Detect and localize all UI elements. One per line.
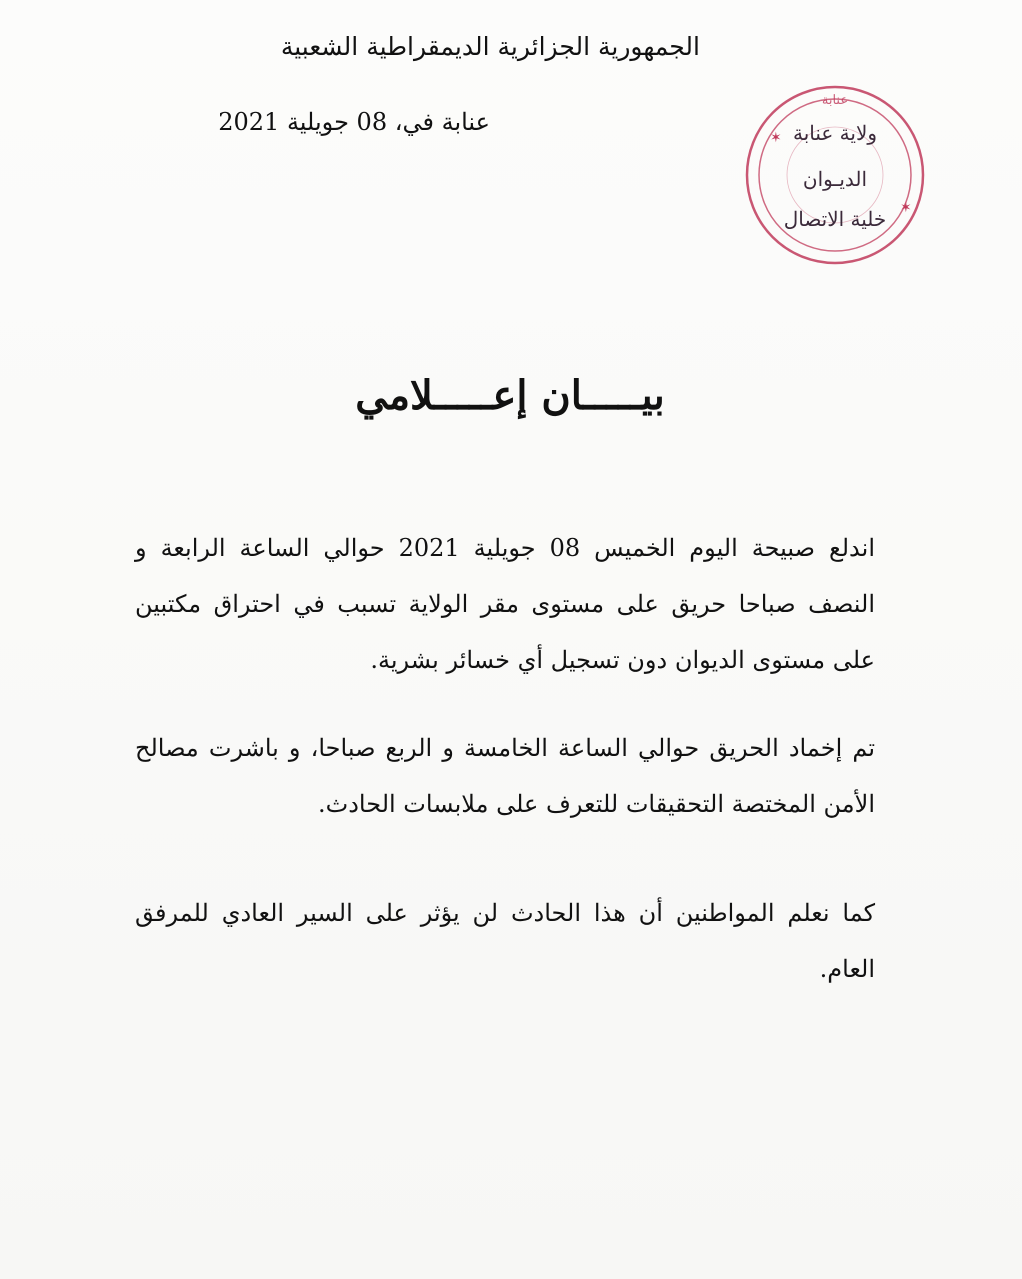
stamp-star-right: ✶ [900, 200, 912, 216]
stamp-line-2: الديـوان [802, 167, 868, 191]
date-line: عنابة في، 08 جويلية 2021 [218, 108, 490, 136]
official-stamp [740, 80, 930, 270]
paragraph-3: كما نعلم المواطنين أن هذا الحادث لن يؤثر على السير العادي للمرفق العام. [135, 899, 875, 983]
country-header: الجمهورية الجزائرية الديمقراطية الشعبية [280, 32, 700, 61]
stamp-line-3: خلية الاتصال [783, 207, 887, 231]
paragraph-2: تم إخماد الحريق حوالي الساعة الخامسة و الربع صباحا، و باشرت مصالح الأمن المختصة التحقيقات للتعرف على ملابسات الحادث. [135, 734, 875, 818]
document-title: بيـــــان إعـــــلامي [355, 372, 665, 419]
stamp-star-left: ✶ [770, 130, 782, 146]
stamp-seal-icon [740, 80, 930, 270]
paragraph-1: اندلع صبيحة اليوم الخميس 08 جويلية 2021 حوالي الساعة الرابعة و النصف صباحا حريق على مستوى مقر الولاية تسبب في احتراق مكتبين على مستوى الديوان دون تسجيل أي خسائر بشرية. [135, 534, 876, 674]
stamp-line-1: ولاية عنابة [792, 121, 878, 145]
stamp-ring-text: عنابة [821, 93, 849, 108]
